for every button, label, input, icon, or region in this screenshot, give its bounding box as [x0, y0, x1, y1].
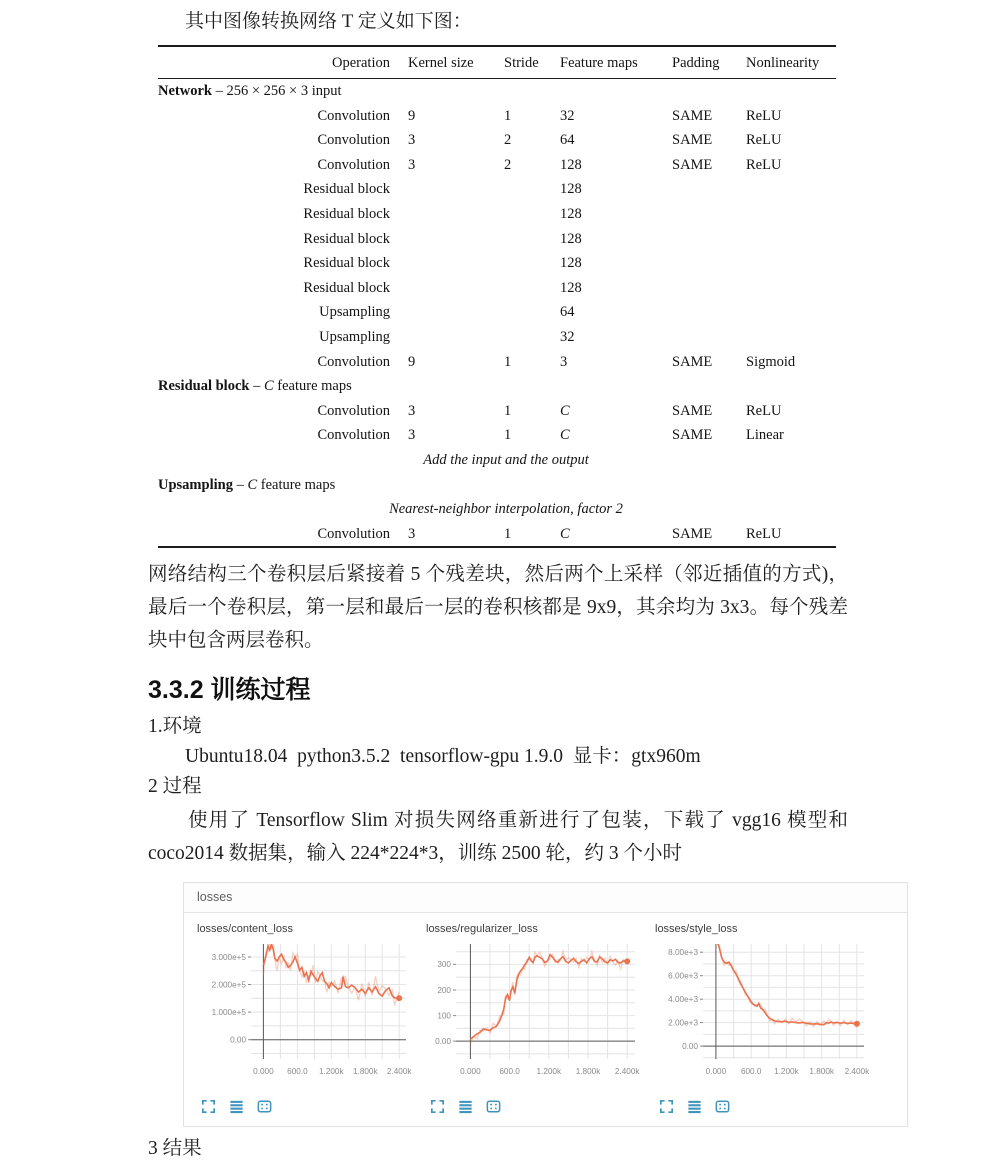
table-row — [158, 79, 836, 104]
svg-text:0.00: 0.00 — [682, 1042, 698, 1052]
table-cell — [390, 300, 486, 325]
table-cell: 128 — [560, 279, 582, 296]
table-cell — [654, 251, 728, 276]
table-cell — [728, 227, 836, 252]
table-cell: 1 — [504, 107, 512, 124]
table-cell: 64 — [560, 304, 575, 321]
svg-text:300: 300 — [437, 960, 451, 970]
table-cell: ReLU — [746, 132, 782, 149]
svg-text:2.400k: 2.400k — [386, 1067, 412, 1077]
paragraph-network-description: 网络结构三个卷积层后紧接着 5 个残差块，然后两个上采样（邻近插值的方式)，最后一个卷积层，第一层和最后一层的卷积核都是 9x9，其余均为 3x3。每个残差块中包含两层卷积。 — [148, 564, 848, 652]
table-cell: Convolution — [317, 427, 390, 444]
svg-text:0.00: 0.00 — [435, 1037, 451, 1047]
runs-selector-icon[interactable] — [457, 1098, 474, 1115]
group-row-label: Network – 256 × 256 × 3 input — [158, 83, 342, 99]
table-cell — [486, 227, 542, 252]
chart-title: losses/regularizer_loss — [426, 923, 538, 936]
fullscreen-icon[interactable] — [658, 1098, 675, 1115]
chart-controls — [191, 1093, 420, 1115]
table-cell — [486, 325, 542, 350]
table-cell: Linear — [746, 427, 784, 444]
table-cell: Residual block — [303, 255, 390, 272]
table-row — [158, 104, 836, 129]
table-cell: SAME — [672, 132, 713, 149]
table-cell — [654, 325, 728, 350]
loss-chart-plot — [420, 938, 649, 1088]
table-cell: 2 — [504, 132, 512, 149]
table-cell: C — [560, 427, 570, 444]
section-heading: 3.3.2 训练过程 — [148, 676, 311, 705]
table-cell: 128 — [560, 181, 582, 198]
chart-title: losses/style_loss — [655, 923, 738, 936]
table-cell: Convolution — [317, 107, 390, 124]
chart-title: losses/content_loss — [197, 923, 293, 936]
fit-data-icon[interactable] — [256, 1098, 273, 1115]
fullscreen-icon[interactable] — [429, 1098, 446, 1115]
loss-chart-card — [191, 922, 420, 1115]
table-cell: Residual block — [303, 279, 390, 296]
table-cell: 3 — [408, 402, 416, 419]
svg-text:6.00e+3: 6.00e+3 — [668, 971, 698, 981]
table-cell: 128 — [560, 255, 582, 272]
svg-text:100: 100 — [437, 1011, 451, 1021]
table-cell: Sigmoid — [746, 353, 796, 370]
svg-text:2.000e+5: 2.000e+5 — [211, 980, 246, 990]
table-cell — [390, 227, 486, 252]
table-cell: Upsampling — [319, 304, 390, 321]
table-cell: Upsampling — [319, 328, 390, 345]
table-cell: SAME — [672, 525, 713, 542]
svg-text:1.800k: 1.800k — [575, 1067, 601, 1077]
table-row — [158, 128, 836, 153]
network-table — [158, 45, 836, 548]
fullscreen-icon[interactable] — [200, 1098, 217, 1115]
table-row — [158, 473, 836, 498]
table-cell: ReLU — [746, 156, 782, 173]
svg-text:4.00e+3: 4.00e+3 — [668, 995, 698, 1005]
table-cell: ReLU — [746, 402, 782, 419]
table-cell — [486, 300, 542, 325]
column-header-padding: Padding — [654, 46, 728, 79]
group-row-label: Residual block – C feature maps — [158, 378, 352, 395]
table-cell — [728, 177, 836, 202]
table-row — [158, 423, 836, 448]
table-row — [158, 522, 836, 548]
svg-text:600.0: 600.0 — [499, 1067, 520, 1077]
svg-text:0.00: 0.00 — [230, 1035, 246, 1045]
column-header-nonlinearity: Nonlinearity — [728, 46, 836, 79]
svg-text:1.000e+5: 1.000e+5 — [211, 1008, 246, 1018]
table-cell — [728, 251, 836, 276]
svg-text:600.0: 600.0 — [287, 1067, 308, 1077]
table-cell: SAME — [672, 156, 713, 173]
table-cell: 3 — [408, 427, 416, 444]
table-cell: 128 — [560, 205, 582, 222]
table-cell — [390, 202, 486, 227]
table-row — [158, 448, 836, 473]
svg-text:1.800k: 1.800k — [809, 1067, 834, 1077]
table-cell — [486, 202, 542, 227]
loss-chart-card — [420, 922, 649, 1115]
table-cell: Convolution — [317, 402, 390, 419]
table-cell: 1 — [504, 353, 512, 370]
table-cell — [654, 300, 728, 325]
runs-selector-icon[interactable] — [686, 1098, 703, 1115]
svg-text:8.00e+3: 8.00e+3 — [668, 948, 698, 958]
table-cell: SAME — [672, 427, 713, 444]
table-cell: C — [560, 402, 570, 419]
svg-text:1.200k: 1.200k — [536, 1067, 562, 1077]
svg-text:3.000e+5: 3.000e+5 — [211, 953, 246, 963]
table-row — [158, 300, 836, 325]
table-cell: 1 — [504, 402, 512, 419]
network-table-header — [158, 46, 836, 79]
table-cell — [654, 177, 728, 202]
table-cell: 128 — [560, 156, 582, 173]
table-cell: 3 — [408, 156, 416, 173]
table-cell: 64 — [560, 132, 575, 149]
table-cell: 128 — [560, 230, 582, 247]
table-row — [158, 202, 836, 227]
table-cell: SAME — [672, 107, 713, 124]
svg-text:2.00e+3: 2.00e+3 — [668, 1018, 698, 1028]
table-row — [158, 227, 836, 252]
loss-charts-row — [184, 913, 907, 1126]
table-cell: Convolution — [317, 353, 390, 370]
table-cell — [390, 276, 486, 301]
svg-text:600.0: 600.0 — [740, 1067, 762, 1077]
table-cell: Convolution — [317, 132, 390, 149]
table-row — [158, 251, 836, 276]
table-cell: Residual block — [303, 230, 390, 247]
intro-line: 其中图像转换网络 T 定义如下图： — [185, 11, 472, 32]
svg-text:0.000: 0.000 — [253, 1067, 274, 1077]
svg-text:1.200k: 1.200k — [319, 1067, 344, 1077]
table-note: Nearest-neighbor interpolation, factor 2 — [389, 501, 623, 518]
table-cell — [390, 251, 486, 276]
column-header-stride: Stride — [486, 46, 542, 79]
table-cell — [654, 202, 728, 227]
table-cell: 2 — [504, 156, 512, 173]
table-row — [158, 177, 836, 202]
table-cell — [728, 202, 836, 227]
table-cell — [486, 276, 542, 301]
process-label: 2 过程 — [148, 776, 202, 798]
table-row — [158, 399, 836, 424]
table-cell: 9 — [408, 353, 416, 370]
table-row — [158, 350, 836, 375]
loss-chart-plot — [649, 938, 878, 1088]
table-row — [158, 325, 836, 350]
svg-text:2.400k: 2.400k — [844, 1067, 870, 1077]
loss-chart-card — [649, 922, 878, 1115]
table-cell — [390, 177, 486, 202]
runs-selector-icon[interactable] — [228, 1098, 245, 1115]
table-cell: Residual block — [303, 205, 390, 222]
fit-data-icon[interactable] — [485, 1098, 502, 1115]
table-cell — [486, 177, 542, 202]
table-cell: Residual block — [303, 181, 390, 198]
column-header-operation: Operation — [158, 46, 390, 79]
table-cell: 3 — [560, 353, 568, 370]
table-cell — [390, 325, 486, 350]
loss-chart-plot — [191, 938, 420, 1088]
tensorboard-group-header[interactable]: losses — [184, 883, 907, 913]
table-cell: 3 — [408, 525, 416, 542]
result-label: 3 结果 — [148, 1138, 202, 1160]
svg-text:200: 200 — [437, 986, 451, 996]
table-cell: 1 — [504, 427, 512, 444]
table-cell: 3 — [408, 132, 416, 149]
tensorboard-panel — [183, 882, 908, 1127]
table-row — [158, 497, 836, 522]
env-label: 1.环境 — [148, 716, 202, 738]
table-cell: 32 — [560, 107, 575, 124]
table-cell: Convolution — [317, 525, 390, 542]
table-cell: ReLU — [746, 107, 782, 124]
chart-controls — [420, 1093, 649, 1115]
chart-controls — [649, 1093, 878, 1115]
svg-text:1.200k: 1.200k — [774, 1067, 799, 1077]
column-header-feature-maps: Feature maps — [542, 46, 654, 79]
group-row-label: Upsampling – C feature maps — [158, 476, 336, 493]
table-cell: 32 — [560, 328, 575, 345]
table-cell: 9 — [408, 107, 416, 124]
svg-text:2.400k: 2.400k — [614, 1067, 640, 1077]
table-cell — [728, 276, 836, 301]
env-details: Ubuntu18.04 python3.5.2 tensorflow-gpu 1.9.0 显卡：gtx960m — [185, 746, 701, 768]
table-cell — [486, 251, 542, 276]
svg-text:0.000: 0.000 — [705, 1067, 727, 1077]
table-row — [158, 374, 836, 399]
svg-text:1.800k: 1.800k — [353, 1067, 378, 1077]
svg-text:0.000: 0.000 — [460, 1067, 481, 1077]
table-cell: ReLU — [746, 525, 782, 542]
table-cell: SAME — [672, 353, 713, 370]
fit-data-icon[interactable] — [714, 1098, 731, 1115]
table-cell — [654, 276, 728, 301]
table-cell: SAME — [672, 402, 713, 419]
table-row — [158, 276, 836, 301]
table-cell: 1 — [504, 525, 512, 542]
column-header-kernel-size: Kernel size — [390, 46, 486, 79]
table-cell: C — [560, 525, 570, 542]
table-cell — [654, 227, 728, 252]
table-row — [158, 153, 836, 178]
table-cell — [728, 300, 836, 325]
process-description: 使用了 Tensorflow Slim 对损失网络重新进行了包装，下载了 vgg16 模型和 coco2014 数据集，输入 224*224*3，训练 2500 轮，约 3 个小时 — [148, 810, 848, 865]
table-cell — [728, 325, 836, 350]
table-note: Add the input and the output — [423, 451, 589, 468]
table-cell: Convolution — [317, 156, 390, 173]
